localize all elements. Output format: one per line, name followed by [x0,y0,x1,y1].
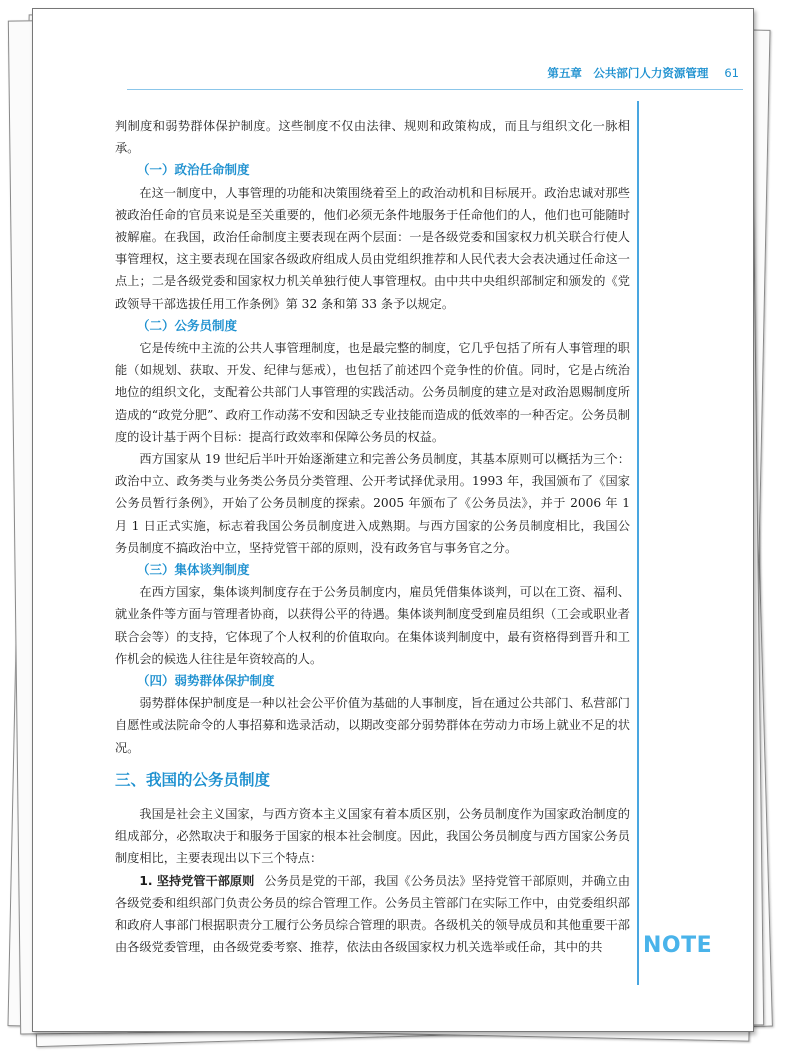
paragraph: 判制度和弱势群体保护制度。这些制度不仅由法律、规则和政策构成，而且与组织文化一脉相承。 [115,119,630,156]
paragraph: 在这一制度中，人事管理的功能和决策围绕着至上的政治动机和目标展开。政治忠诚对那些被政治任命的官员来说是至关重要的，他们必须无条件地服务于任命他们的人，他们也可能随时被解雇。在我国，政治任命制度主要表现在两个层面：一是各级党委和国家权力机关联合行使人事管理权，这主要表现在国家各级政府组成人员由党组织推荐和人民代表大会表决通过任命这一点上；二是各级党委和国家权力机关单独行使人事管理权。由中共中央组织部制定和颁发的《党政领导干部选拔任用工作条例》第 32 条和第 33 条予以规定。 [115,185,630,311]
paragraph: 在西方国家，集体谈判制度存在于公务员制度内，雇员凭借集体谈判，可以在工资、福利、就业条件等方面与管理者协商，以获得公平的待遇。集体谈判制度受到雇员组织（工会或职业者联合会等）的支持，它体现了个人权利的价值取向。在集体谈判制度中，最有资格得到晋升和工作机会的候选人往往是年资较高的人。 [115,585,630,666]
point-text: 公务员是党的干部，我国《公务员法》坚持党管干部原则，并确立由各级党委和组织部门负责公务员的综合管理工作。公务员主管部门在实际工作中，由党委组织部和政府人事部门根据职责分工履行公务员综合管理的职责。各级机关的领导成员和其他重要干部由各级党委管理，由各级党委考察、推荐，依法由各级国家权力机关选举或任命，其中的共 [115,873,631,955]
section-heading: 三、我国的公务员制度 [115,770,271,789]
subsection-heading: （一）政治任命制度 [137,162,250,178]
paragraph: 西方国家从 19 世纪后半叶开始逐渐建立和完善公务员制度，其基本原则可以概括为三个：政治中立、政务类与业务类公务员分类管理、公开考试择优录用。1993 年，我国颁布了《国家公务员暂行条例》，开始了公务员制度的探索。2005 年颁布了《公务员法》，并于 2006 年 1 月 1 日正式实施，标志着我国公务员制度进入成熟期。与西方国家的公务员制度相比，我国公务员制度不搞政治中立，坚持党管干部的原则，没有政务官与事务官之分。 [115,452,630,555]
subsection-heading: （四）弱势群体保护制度 [137,673,275,689]
subsection-heading: （三）集体谈判制度 [137,562,250,578]
running-header [547,65,739,81]
paragraph [115,870,630,959]
paragraph: 它是传统中主流的公共人事管理制度，也是最完整的制度，它几乎包括了所有人事管理的职能（如规划、获取、开发、纪律与惩戒），也包括了前述四个竞争性的价值。同时，它是占统治地位的组织文化，支配着公共部门人事管理的实践活动。公务员制度的建立是对政治恩赐制度所造成的“政党分肥”、政府工作动荡不安和因缺乏专业技能而造成的低效率的一种否定。公务员制度的设计基于两个目标：提高行政效率和保障公务员的权益。 [115,341,630,444]
paragraph: 弱势群体保护制度是一种以社会公平价值为基础的人事制度，旨在通过公共部门、私营部门自愿性或法院命令的人事招募和选录活动，以期改变部分弱势群体在劳动力市场上就业不足的状况。 [115,696,630,755]
body-text [115,115,630,958]
chapter-title: 第五章 公共部门人力资源管理 [547,66,709,80]
point-label: 1. 坚持党管干部原则 [139,873,255,888]
note-label: NOTE [643,933,713,958]
subsection-heading: （二）公务员制度 [137,317,238,333]
header-rule [127,89,743,90]
note-margin-rule [637,101,639,985]
paragraph: 我国是社会主义国家，与西方资本主义国家有着本质区别，公务员制度作为国家政治制度的组成部分，必然取决于和服务于国家的根本社会制度。因此，我国公务员制度与西方国家公务员制度相比，主要表现出以下三个特点： [115,806,630,866]
page-number: 61 [724,66,739,80]
book-page [32,8,754,1032]
